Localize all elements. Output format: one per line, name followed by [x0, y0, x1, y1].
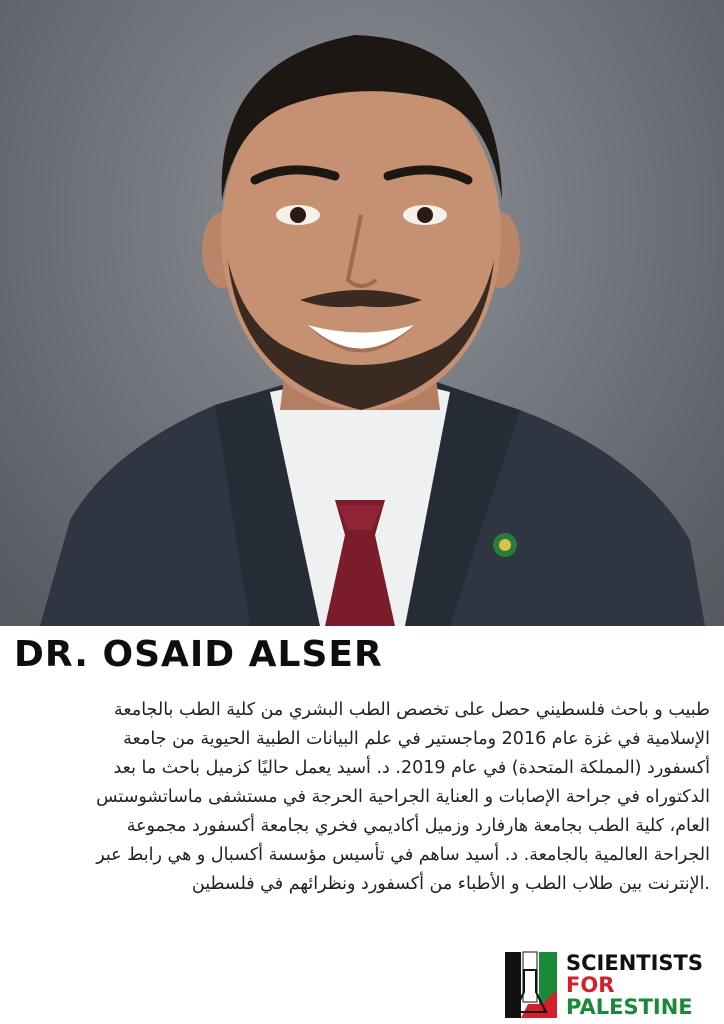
bio-line: أكسفورد (المملكة المتحدة) في عام 2019. د. أسيد يعمل حاليًا كزميل باحث ما بعد: [113, 758, 710, 778]
bio-line: الإسلامية في غزة عام 2016 وماجستير في علم البيانات الطبية الحيوية من جامعة: [123, 729, 710, 749]
flask-flag-icon: [504, 950, 560, 1020]
logo-line-palestine: PALESTINE: [566, 995, 693, 1019]
bio-line: الدكتوراه في جراحة الإصابات و العناية الجراحية الحرجة في مستشفى ماساتشوستس: [96, 787, 710, 807]
bio-line: العام، كلية الطب بجامعة هارفارد وزميل أكاديمي فخري بجامعة أكسفورد مجموعة: [126, 816, 710, 836]
scientists-for-palestine-logo: [504, 950, 720, 1020]
bio-line: .الإنترنت بين طلاب الطب و الأطباء من أكسفورد ونظرائهم في فلسطين: [191, 874, 710, 894]
logo-line-scientists: SCIENTISTS: [566, 951, 703, 975]
bio-line: الجراحة العالمية بالجامعة. د. أسيد ساهم في تأسيس مؤسسة أكسبال و هي رابط عبر: [96, 845, 710, 865]
logo-line-for: FOR: [566, 973, 615, 997]
biography: [10, 696, 710, 899]
person-name: DR. OSAID ALSER: [14, 634, 383, 675]
bio-line: طبيب و باحث فلسطيني حصل على تخصص الطب البشري من كلية الطب بالجامعة: [114, 700, 710, 720]
